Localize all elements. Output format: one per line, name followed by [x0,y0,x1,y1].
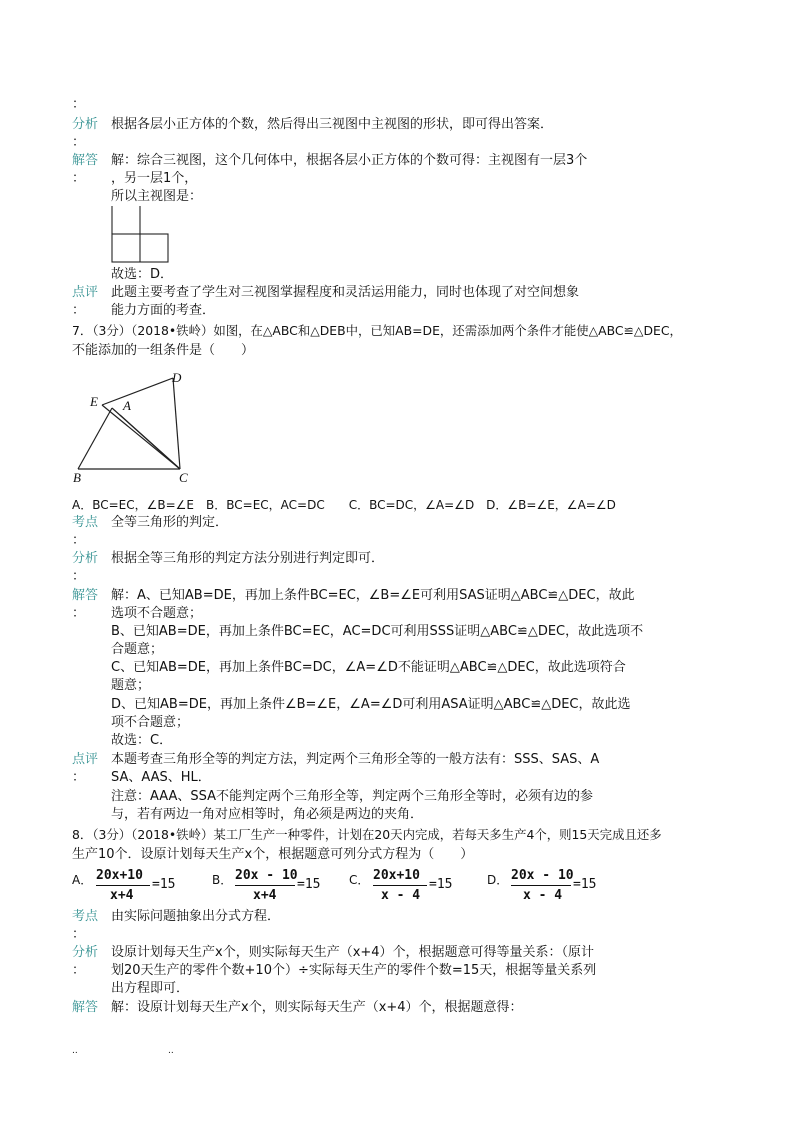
q7-solution-line: 选项不合题意； [111,606,203,621]
colon: ： [72,927,86,942]
label-C: C [179,470,188,485]
solution-label: 解答 [72,153,99,168]
q6-comment-line: 此题主要考查了学生对三视图掌握程度和灵活运用能力，同时也体现了对空间想象 [111,285,580,300]
fraction-bar [511,885,571,886]
colon: ： [72,606,86,621]
fraction-rhs: =15 [429,877,453,892]
q7-comment-line: SA、AAS、HL． [111,770,211,785]
colon: ： [72,963,86,978]
q7-solution-line: D、已知AB=DE，再加上条件∠B=∠E，∠A=∠D可利用ASA证明△ABC≌△DEC，故此选 [111,697,631,712]
q8-stem-line: 8．（3分）（2018•铁岭）某工厂生产一种零件，计划在20天内完成，若每天多生产4个，则15天完成且还多 [72,827,662,842]
point-label: 考点 [72,909,99,924]
fraction-denominator: x - 4 [381,888,421,903]
q7-options: A．BC=EC，∠B=∠E B．BC=EC，AC=DC C．BC=DC，∠A=∠D D．∠B=∠E，∠A=∠D [72,498,616,512]
q7-solution-line: 项不合题意； [111,715,190,730]
analysis-label: 分析 [72,551,99,566]
q8-option-label: A． [72,873,93,887]
q7-comment-line: 本题考查三角形全等的判定方法，判定两个三角形全等的一般方法有：SSS、SAS、A [111,752,600,767]
label-A: A [123,398,131,413]
fraction-rhs: =15 [297,877,321,892]
q7-solution-line: 题意； [111,678,151,693]
fraction-rhs: =15 [152,877,176,892]
q6-analysis-text: 根据各层小正方体的个数，然后得出三视图中主视图的形状，即可得出答案． [111,117,554,132]
fraction-rhs: =15 [573,877,597,892]
q8-analysis-line: 设原计划每天生产x个，则实际每天生产（x+4）个，根据题意可得等量关系：（原计 [111,945,595,960]
footer-mark-left: .. [72,1046,78,1056]
q7-solution-line: 合题意； [111,642,164,657]
q7-comment-line: 与，若有两边一角对应相等时，角必须是两边的夹角． [111,807,424,822]
comment-label: 点评 [72,285,99,300]
colon: ： [72,770,86,785]
fraction-numerator: 20x - 10 [511,868,574,883]
q8-option-label: B． [212,873,233,887]
solution-label: 解答 [72,1000,99,1015]
colon: ： [72,135,86,150]
q7-solution-line: C、已知AB=DE，再加上条件BC=DC，∠A=∠D不能证明△ABC≌△DEC，故此选项符合 [111,660,626,675]
q8-solution-text: 解：设原计划每天生产x个，则实际每天生产（x+4）个，根据题意得： [111,1000,523,1015]
q6-comment-line: 能力方面的考查． [111,303,216,318]
q8-analysis-line: 划20天生产的零件个数+10个）÷实际每天生产的零件个数=15天，根据等量关系列 [111,963,597,978]
fraction-numerator: 20x+10 [373,868,420,883]
q8-stem-line: 生产10个．设原计划每天生产x个，根据题意可列分式方程为（ ） [72,847,474,862]
fraction-numerator: 20x - 10 [235,868,298,883]
analysis-label: 分析 [72,117,99,132]
label-E: E [90,394,98,409]
label-D: D [172,370,182,385]
colon: ： [72,303,86,318]
colon: ： [72,171,86,186]
q8-point-text: 由实际问题抽象出分式方程． [111,909,281,924]
colon-top: ： [72,97,86,112]
comment-label: 点评 [72,752,99,767]
colon: ： [72,533,86,548]
point-label: 考点 [72,515,99,530]
fraction-bar [235,885,295,886]
triangle-figure [70,368,200,488]
q8-option-label: D． [487,873,509,887]
analysis-label: 分析 [72,945,99,960]
label-B: B [73,470,81,485]
solution-label: 解答 [72,588,99,603]
q7-analysis-text: 根据全等三角形的判定方法分别进行判定即可． [111,551,385,566]
footer-mark-right: .. [168,1046,174,1056]
q6-solution-line: ，另一层1个， [111,171,198,186]
q7-solution-line: B、已知AB=DE，再加上条件BC=EC，AC=DC可利用SSS证明△ABC≌△DEC，故此选项不 [111,624,644,639]
fraction-bar [96,885,150,886]
fraction-bar [373,885,427,886]
q6-answer: 故选：D． [111,267,174,282]
q6-solution-line: 解：综合三视图，这个几何体中，根据各层小正方体的个数可得：主视图有一层3个 [111,153,588,168]
fraction-denominator: x - 4 [523,888,563,903]
q7-stem-line: 7．（3分）（2018•铁岭）如图，在△ABC和△DEB中，已知AB=DE，还需添加两个条件才能使△ABC≌△DEC， [72,323,682,338]
q7-stem-line: 不能添加的一组条件是（ ） [72,343,255,358]
q7-comment-line: 注意：AAA、SSA不能判定两个三角形全等，判定两个三角形全等时，必须有边的参 [111,789,594,804]
q7-solution-line: 解：A、已知AB=DE，再加上条件BC=EC，∠B=∠E可利用SAS证明△ABC≌△DEC，故此 [111,588,635,603]
q7-solution-line: 故选：C． [111,733,173,748]
q6-solution-line: 所以主视图是： [111,189,203,204]
fraction-denominator: x+4 [253,888,277,903]
q8-analysis-line: 出方程即可． [111,981,190,996]
main-view-figure [110,204,174,266]
fraction-denominator: x+4 [110,888,134,903]
q8-option-label: C． [349,873,370,887]
colon: ： [72,569,86,584]
fraction-numerator: 20x+10 [96,868,143,883]
q7-point-text: 全等三角形的判定． [111,515,229,530]
